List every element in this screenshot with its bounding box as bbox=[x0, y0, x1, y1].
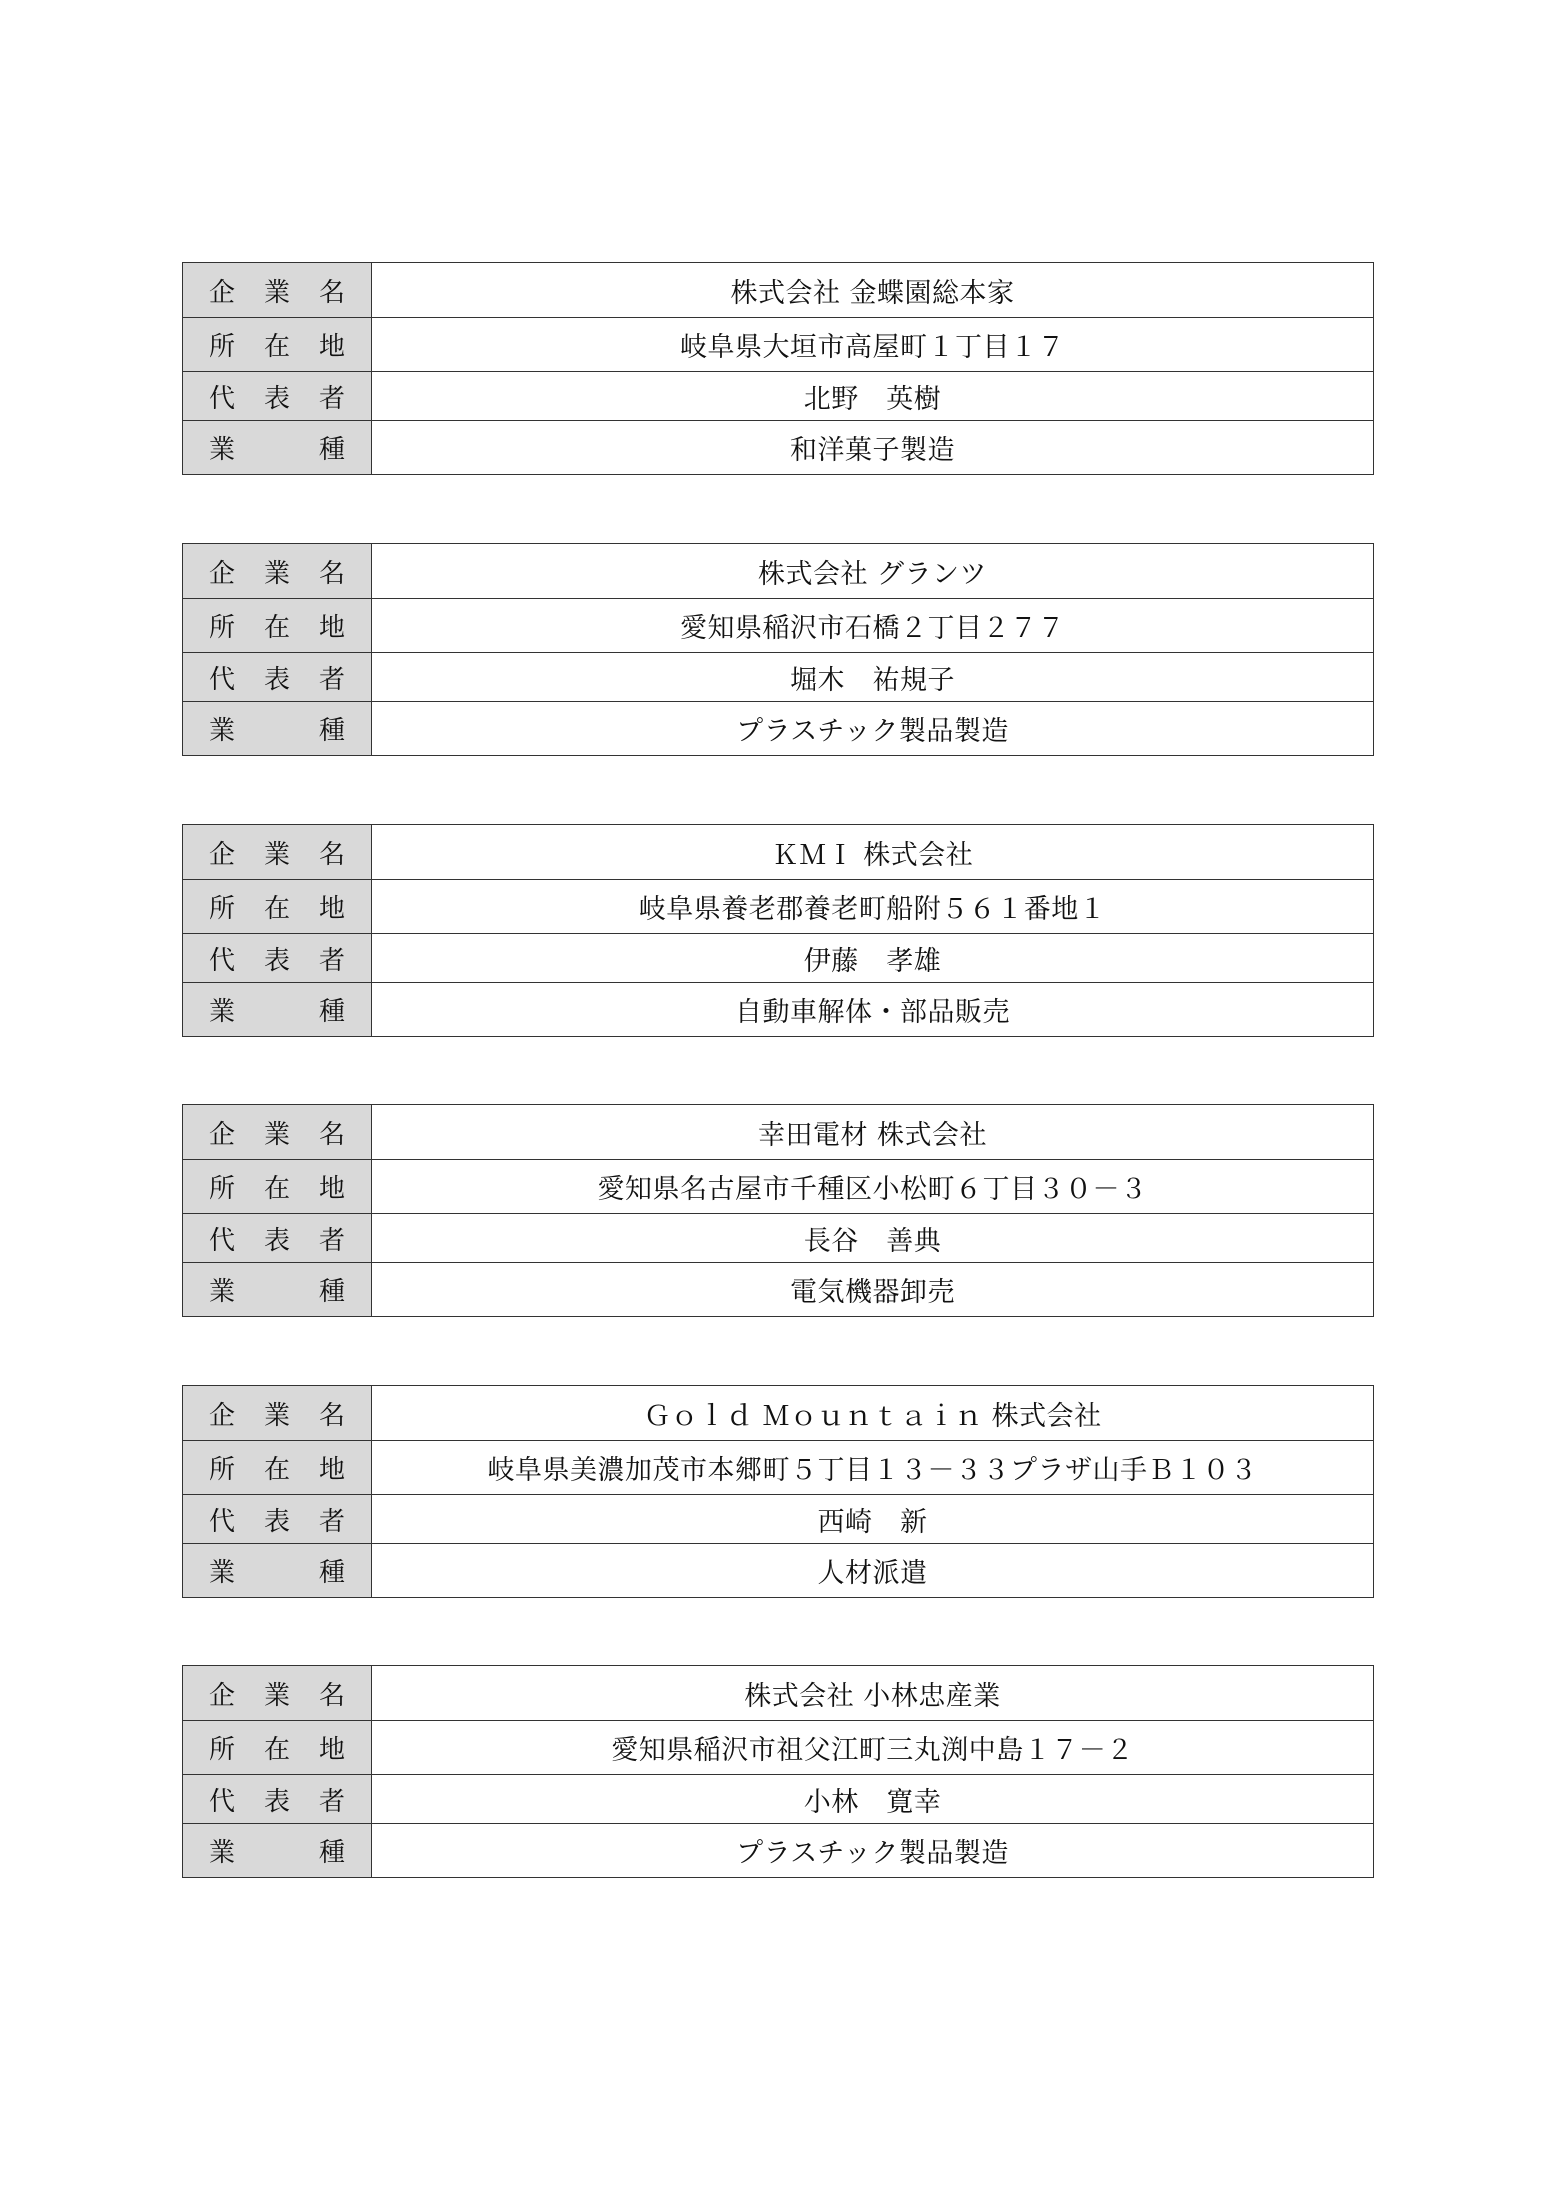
label-char: 企 bbox=[209, 1680, 236, 1711]
label-char: 企 bbox=[209, 558, 236, 589]
label-char: 業 bbox=[209, 1277, 236, 1307]
company-name-row bbox=[183, 1386, 1374, 1441]
address-value: 愛知県名古屋市千種区小松町６丁目３０－３ bbox=[372, 1160, 1374, 1214]
label-char: 在 bbox=[263, 1174, 290, 1204]
label-char: 名 bbox=[318, 839, 345, 870]
representative-label bbox=[183, 653, 372, 702]
label-char: 企 bbox=[209, 1400, 236, 1431]
label-char: 名 bbox=[318, 1680, 345, 1711]
label-char: 地 bbox=[318, 1174, 345, 1204]
label-char: 地 bbox=[318, 332, 345, 362]
industry-value: 和洋菓子製造 bbox=[372, 421, 1374, 475]
representative-value: 堀木 祐規子 bbox=[372, 653, 1374, 702]
label-char: 代 bbox=[209, 383, 236, 414]
label-char: 代 bbox=[209, 945, 236, 976]
label-char: 代 bbox=[209, 664, 236, 695]
label-char: 表 bbox=[263, 1786, 290, 1817]
label-char: 企 bbox=[209, 1119, 236, 1150]
label-char: 地 bbox=[318, 1455, 345, 1485]
label-char: 者 bbox=[318, 664, 345, 695]
industry-label bbox=[183, 1263, 372, 1317]
industry-value: 電気機器卸売 bbox=[372, 1263, 1374, 1317]
label-char: 種 bbox=[318, 1558, 345, 1588]
address-row bbox=[183, 1721, 1374, 1775]
company-table bbox=[182, 824, 1374, 1037]
label-char: 者 bbox=[318, 1786, 345, 1817]
label-char: 表 bbox=[263, 383, 290, 414]
address-label bbox=[183, 1160, 372, 1214]
representative-row bbox=[183, 653, 1374, 702]
address-row bbox=[183, 1160, 1374, 1214]
label-char: 地 bbox=[318, 613, 345, 643]
address-value: 岐阜県美濃加茂市本郷町５丁目１３－３３プラザ山手Ｂ１０３ bbox=[372, 1441, 1374, 1495]
company-name-value: ＫＭＩ 株式会社 bbox=[372, 825, 1374, 880]
address-label bbox=[183, 318, 372, 372]
company-name-row bbox=[183, 1666, 1374, 1721]
company-table bbox=[182, 543, 1374, 756]
label-char: 所 bbox=[209, 332, 236, 362]
label-char: 所 bbox=[209, 613, 236, 643]
label-char: 所 bbox=[209, 1735, 236, 1765]
label-char: 名 bbox=[318, 558, 345, 589]
label-char: 名 bbox=[318, 1400, 345, 1431]
representative-row bbox=[183, 1214, 1374, 1263]
label-char: 地 bbox=[318, 1735, 345, 1765]
label-char: 在 bbox=[263, 1455, 290, 1485]
label-char: 代 bbox=[209, 1225, 236, 1256]
label-char: 者 bbox=[318, 383, 345, 414]
industry-row bbox=[183, 1263, 1374, 1317]
company-table bbox=[182, 1104, 1374, 1317]
address-label bbox=[183, 880, 372, 934]
address-row bbox=[183, 318, 1374, 372]
industry-label bbox=[183, 1544, 372, 1598]
address-label bbox=[183, 1721, 372, 1775]
label-char: 表 bbox=[263, 1506, 290, 1537]
representative-value: 小林 寛幸 bbox=[372, 1775, 1374, 1824]
label-char: 業 bbox=[209, 1838, 236, 1868]
label-char: 所 bbox=[209, 1455, 236, 1485]
company-name-label bbox=[183, 1386, 372, 1441]
industry-row bbox=[183, 983, 1374, 1037]
label-char: 種 bbox=[318, 716, 345, 746]
industry-label bbox=[183, 421, 372, 475]
company-name-row bbox=[183, 263, 1374, 318]
industry-label bbox=[183, 1824, 372, 1878]
label-char: 種 bbox=[318, 435, 345, 465]
industry-label bbox=[183, 983, 372, 1037]
representative-value: 伊藤 孝雄 bbox=[372, 934, 1374, 983]
representative-label bbox=[183, 372, 372, 421]
company-name-value: 株式会社 金蝶園総本家 bbox=[372, 263, 1374, 318]
representative-value: 北野 英樹 bbox=[372, 372, 1374, 421]
label-char: 在 bbox=[263, 1735, 290, 1765]
label-char: 所 bbox=[209, 894, 236, 924]
label-char: 代 bbox=[209, 1786, 236, 1817]
representative-label bbox=[183, 1214, 372, 1263]
label-char: 業 bbox=[263, 558, 290, 589]
industry-value: プラスチック製品製造 bbox=[372, 702, 1374, 756]
industry-value: プラスチック製品製造 bbox=[372, 1824, 1374, 1878]
industry-value: 自動車解体・部品販売 bbox=[372, 983, 1374, 1037]
company-name-label bbox=[183, 263, 372, 318]
label-char: 業 bbox=[263, 1400, 290, 1431]
representative-row bbox=[183, 1495, 1374, 1544]
label-char: 企 bbox=[209, 839, 236, 870]
company-name-row bbox=[183, 825, 1374, 880]
industry-row bbox=[183, 1544, 1374, 1598]
label-char: 業 bbox=[209, 1558, 236, 1588]
label-char: 者 bbox=[318, 1506, 345, 1537]
representative-value: 長谷 善典 bbox=[372, 1214, 1374, 1263]
company-name-label bbox=[183, 1666, 372, 1721]
label-char: 在 bbox=[263, 894, 290, 924]
address-value: 岐阜県大垣市高屋町１丁目１７ bbox=[372, 318, 1374, 372]
label-char: 者 bbox=[318, 945, 345, 976]
address-label bbox=[183, 1441, 372, 1495]
company-name-value: Ｇｏｌｄ Ｍｏｕｎｔａｉｎ 株式会社 bbox=[372, 1386, 1374, 1441]
label-char: 表 bbox=[263, 945, 290, 976]
label-char: 在 bbox=[263, 332, 290, 362]
representative-label bbox=[183, 1495, 372, 1544]
address-value: 岐阜県養老郡養老町船附５６１番地１ bbox=[372, 880, 1374, 934]
label-char: 所 bbox=[209, 1174, 236, 1204]
company-name-value: 株式会社 小林忠産業 bbox=[372, 1666, 1374, 1721]
representative-row bbox=[183, 1775, 1374, 1824]
industry-label bbox=[183, 702, 372, 756]
address-value: 愛知県稲沢市祖父江町三丸渕中島１７－２ bbox=[372, 1721, 1374, 1775]
industry-row bbox=[183, 702, 1374, 756]
label-char: 種 bbox=[318, 1277, 345, 1307]
label-char: 在 bbox=[263, 613, 290, 643]
company-name-row bbox=[183, 544, 1374, 599]
address-label bbox=[183, 599, 372, 653]
industry-value: 人材派遣 bbox=[372, 1544, 1374, 1598]
company-name-value: 株式会社 グランツ bbox=[372, 544, 1374, 599]
address-row bbox=[183, 599, 1374, 653]
label-char: 業 bbox=[209, 997, 236, 1027]
company-table bbox=[182, 262, 1374, 475]
label-char: 業 bbox=[263, 1680, 290, 1711]
representative-label bbox=[183, 1775, 372, 1824]
label-char: 表 bbox=[263, 1225, 290, 1256]
company-name-value: 幸田電材 株式会社 bbox=[372, 1105, 1374, 1160]
label-char: 業 bbox=[263, 1119, 290, 1150]
label-char: 業 bbox=[263, 839, 290, 870]
representative-row bbox=[183, 372, 1374, 421]
label-char: 代 bbox=[209, 1506, 236, 1537]
label-char: 表 bbox=[263, 664, 290, 695]
company-table bbox=[182, 1385, 1374, 1598]
representative-label bbox=[183, 934, 372, 983]
industry-row bbox=[183, 1824, 1374, 1878]
company-name-row bbox=[183, 1105, 1374, 1160]
company-name-label bbox=[183, 544, 372, 599]
label-char: 種 bbox=[318, 997, 345, 1027]
label-char: 業 bbox=[209, 435, 236, 465]
label-char: 名 bbox=[318, 1119, 345, 1150]
label-char: 業 bbox=[263, 277, 290, 308]
representative-value: 西崎 新 bbox=[372, 1495, 1374, 1544]
label-char: 地 bbox=[318, 894, 345, 924]
label-char: 業 bbox=[209, 716, 236, 746]
company-table bbox=[182, 1665, 1374, 1878]
representative-row bbox=[183, 934, 1374, 983]
address-row bbox=[183, 880, 1374, 934]
address-row bbox=[183, 1441, 1374, 1495]
label-char: 名 bbox=[318, 277, 345, 308]
label-char: 種 bbox=[318, 1838, 345, 1868]
address-value: 愛知県稲沢市石橋２丁目２７７ bbox=[372, 599, 1374, 653]
label-char: 者 bbox=[318, 1225, 345, 1256]
company-name-label bbox=[183, 1105, 372, 1160]
label-char: 企 bbox=[209, 277, 236, 308]
company-name-label bbox=[183, 825, 372, 880]
industry-row bbox=[183, 421, 1374, 475]
